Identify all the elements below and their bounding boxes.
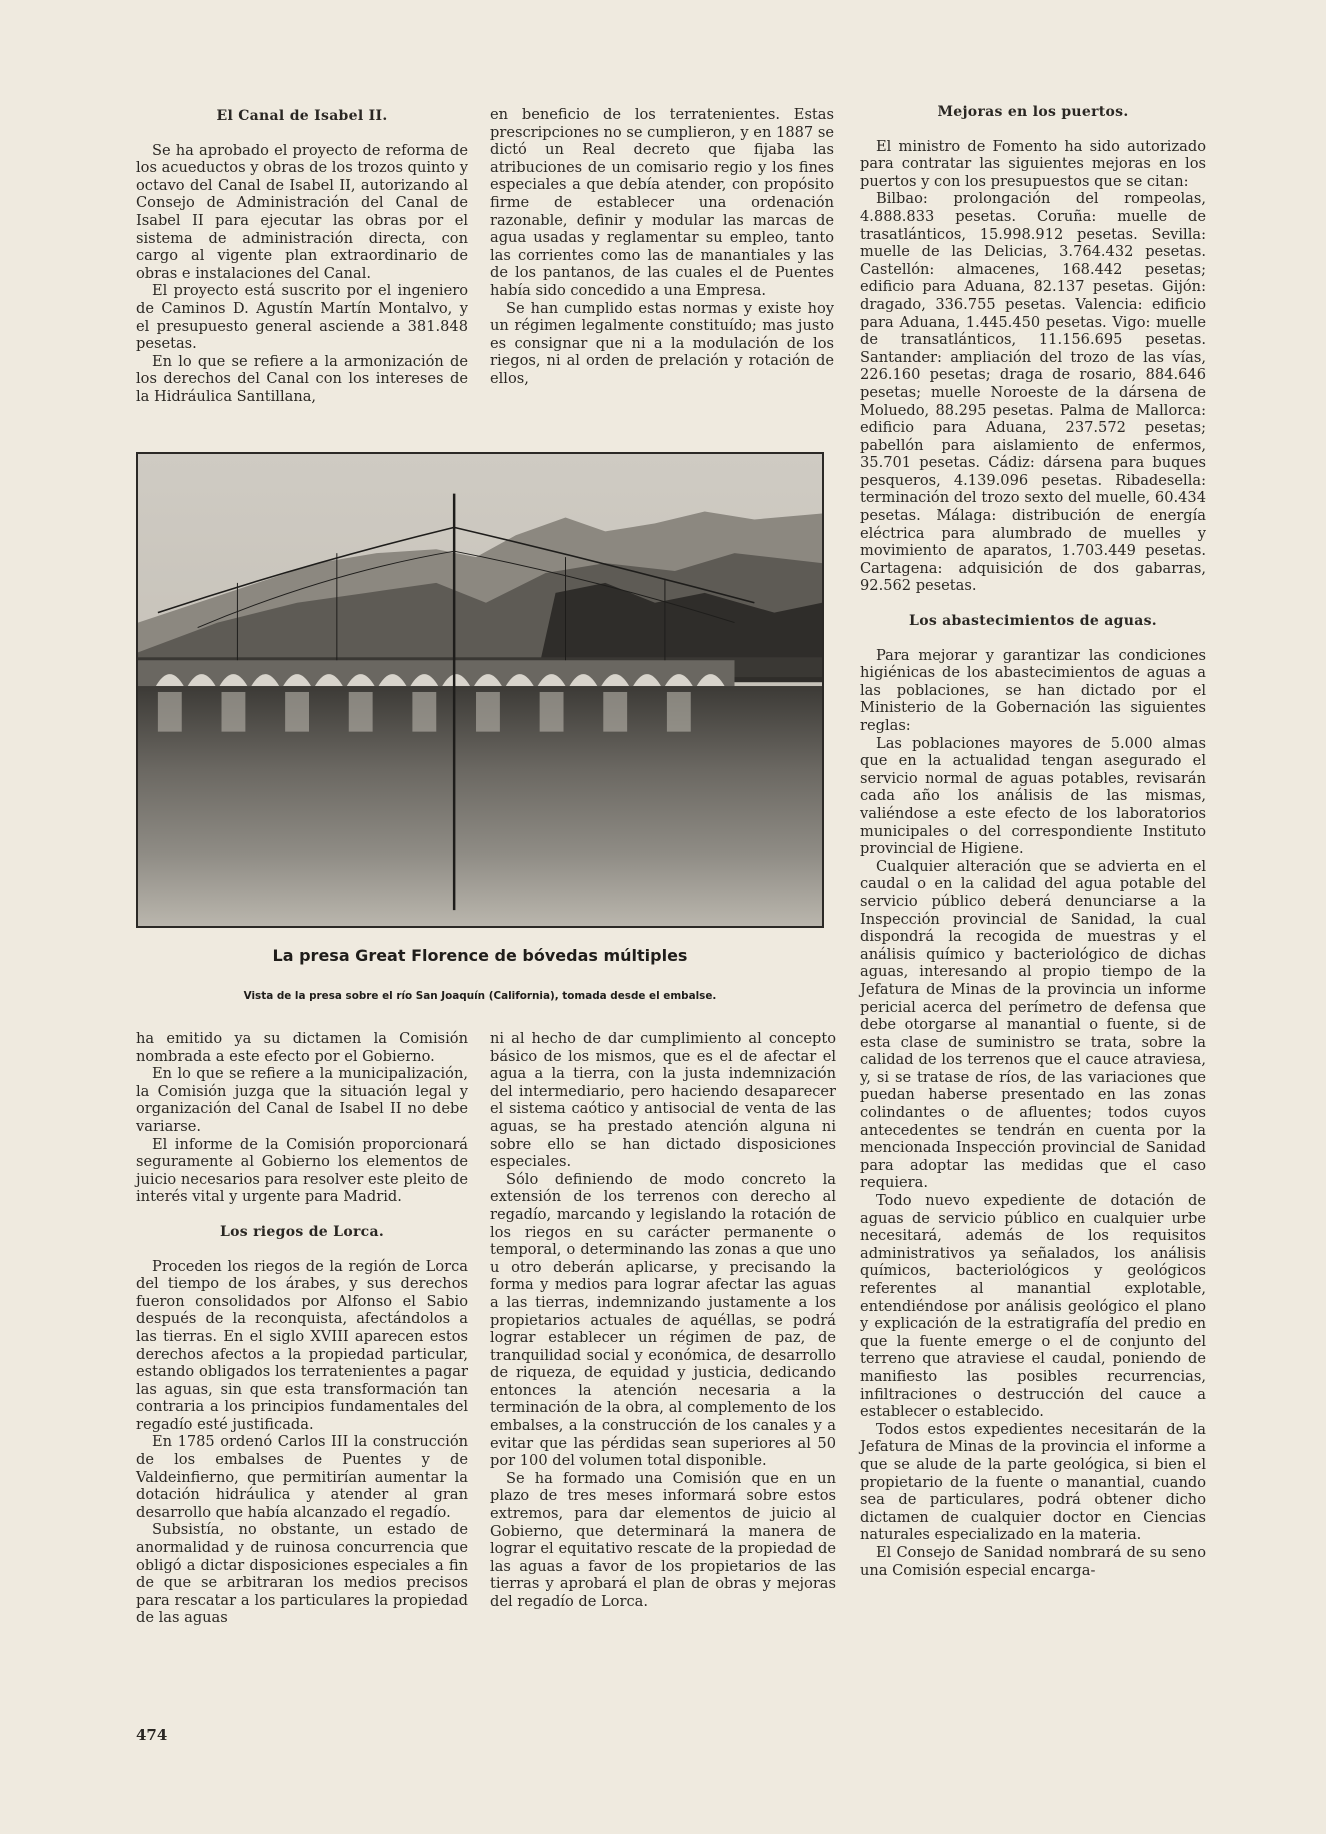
paragraph: en beneficio de los terratenientes. Estas prescripciones no se cumplieron, y en 1887 se dictó un Real decreto que fijaba las atribuciones de un comisario regio y los fines especiales a que debía atender, con propósito firme de establecer una ordenación razonable, definir y modular las marcas de agua usadas y reglamentar su empleo, tanto las corrientes como las de manantiales y las de los pantanos, de las cuales el de Puentes había sido concedido a una Empresa. xyxy=(490,106,834,299)
page-number: 474 xyxy=(136,1726,168,1744)
paragraph: Todos estos expedientes necesitarán de la Jefatura de Minas de la provincia el informe a que se alude de la parte geológica, si bien el propietario de la fuente o manantial, cuando sea de particulares, podrá obtener dicho dictamen de cualquier doctor en Ciencias naturales especializado en la materia. xyxy=(860,1420,1206,1544)
paragraph: En lo que se refiere a la municipalización, la Comisión juzga que la situación legal y organización del Canal de Isabel II no debe variarse. xyxy=(136,1065,468,1135)
paragraph: Se ha formado una Comisión que en un plazo de tres meses informará sobre estos extremos, para dar elementos de juicio al Gobierno, que determinará la manera de lograr el equitativo rescate de la propiedad de las aguas a favor de los propietarios de las tierras y aprobará el plan de obras y mejoras del regadío de Lorca. xyxy=(490,1469,836,1610)
paragraph: En lo que se refiere a la armonización de los derechos del Canal con los intereses de la Hidráulica Santillana, xyxy=(136,352,468,405)
column-canal-lorca xyxy=(136,1030,468,1627)
heading-canal-isabel: El Canal de Isabel II. xyxy=(216,108,388,124)
dam-illustration xyxy=(138,454,822,926)
paragraph: ha emitido ya su dictamen la Comisión nombrada a este efecto por el Gobierno. xyxy=(136,1030,468,1065)
column-puertos-aguas xyxy=(860,104,1206,1579)
paragraph: ni al hecho de dar cumplimiento al concepto básico de los mismos, que es el de afectar el agua a la tierra, con la justa indemnización del intermediario, pero haciendo desaparecer el sistema caótico y antisocial de venta de las aguas, se ha prestado atención alguna ni sobre ello se han dictado disposiciones especiales. xyxy=(490,1030,836,1171)
paragraph: Proceden los riegos de la región de Lorca del tiempo de los árabes, y sus derechos fueron consolidados por Alfonso el Sabio después de la reconquista, afectándolos a las tierras. En el siglo XVIII aparecen estos derechos afectos a la propiedad particular, estando obligados los terratenientes a pagar las aguas, sin que esta transformación tan contraria a los principios fundamentales del regadío esté justificada. xyxy=(136,1257,468,1433)
paragraph: Todo nuevo expediente de dotación de aguas de servicio público en cualquier urbe necesitará, además de los requisitos administrativos ya señalados, los análisis químicos, bacteriológicos y geológicos referentes al manantial explotable, entendiéndose por análisis geológico el plano y explicación de la estratigrafía del predio en que la fuente emerge o el de conjunto del terreno que atraviese el caudal, poniendo de manifiesto las posibles recurrencias, infiltraciones o destrucción del cauce a establecer o establecido. xyxy=(860,1192,1206,1421)
paragraph: En 1785 ordenó Carlos III la construcción de los embalses de Puentes y de Valdeinfierno, que permitirían aumentar la dotación hidráulica y atender al gran desarrollo que había alcanzado el regadío. xyxy=(136,1433,468,1521)
dam-photograph xyxy=(136,452,824,928)
heading-abastecimientos-aguas: Los abastecimientos de aguas. xyxy=(909,613,1157,630)
figure-title: La presa Great Florence de bóvedas múltiples xyxy=(272,946,688,965)
paragraph: Para mejorar y garantizar las condiciones higiénicas de los abastecimientos de aguas a las poblaciones, se han dictado por el Ministerio de la Gobernación las siguientes reglas: xyxy=(860,646,1206,734)
paragraph: El informe de la Comisión proporcionará seguramente al Gobierno los elementos de juicio necesarios para resolver este pleito de interés vital y urgente para Madrid. xyxy=(136,1135,468,1206)
column-lorca-continued xyxy=(490,106,834,388)
paragraph: Se ha aprobado el proyecto de reforma de los acueductos y obras de los trozos quinto y octavo del Canal de Isabel II, autorizando al Consejo de Administración del Canal de Isabel II para ejecutar las obras por el sistema de administración directa, con cargo al vigente plan extraordinario de obras e instalaciones del Canal. xyxy=(136,141,468,282)
heading-mejoras-puertos: Mejoras en los puertos. xyxy=(937,104,1129,120)
paragraph: Bilbao: prolongación del rompeolas, 4.888.833 pesetas. Coruña: muelle de trasatlánticos, 15.998.912 pesetas. Sevilla: muelle de las Delicias, 3.764.432 pesetas. Castellón: almacenes, 168.442 pesetas; edificio para Aduana, 82.137 pesetas. Gijón: dragado, 336.755 pesetas. Valencia: edificio para Aduana, 1.445.450 pesetas. Vigo: muelle de transatlánticos, 11.156.695 pesetas. Santander: ampliación del trozo de las vías, 226.160 pesetas; draga de rosario, 884.646 pesetas; muelle Noroeste de la dársena de Moluedo, 88.295 pesetas. Palma de Mallorca: edificio para Aduana, 237.572 pesetas; pabellón para aislamiento de enfermos, 35.701 pesetas. Cádiz: dársena para buques pesqueros, 4.139.096 pesetas. Ribadesella: terminación del trozo sexto del muelle, 60.434 pesetas. Málaga: distribución de energía eléctrica para alumbrado de muelles y movimiento de aparatos, 1.703.449 pesetas. Cartagena: adquisición de dos gabarras, 92.562 pesetas. xyxy=(860,190,1206,595)
paragraph: Sólo definiendo de modo concreto la extensión de los terrenos con derecho al regadío, marcando y legislando la rotación de los riegos en su carácter permanente o temporal, o determinando las zonas a que uno u otro deberán aplicarse, y precisando la forma y medios para lograr afectar las aguas a las tierras, indemnizando justamente a los propietarios actuales de aquéllas, se podrá lograr establecer un régimen de paz, de tranquilidad social y económica, de desarrollo de riqueza, de equidad y justicia, dedicando entonces la atención necesaria a la terminación de la obra, al complemento de los embalses, a la construcción de los canales y a evitar que las pérdidas sean superiores al 50 por 100 del volumen total disponible. xyxy=(490,1170,836,1470)
paragraph: Las poblaciones mayores de 5.000 almas que en la actualidad tengan asegurado el servicio normal de aguas potables, revisarán cada año los análisis de las mismas, valiéndose a este efecto de los laboratorios municipales o del correspondiente Instituto provincial de Higiene. xyxy=(860,734,1206,858)
paragraph: Cualquier alteración que se advierta en el caudal o en la calidad del agua potable del servicio público deberá denunciarse a la Inspección provincial de Sanidad, la cual dispondrá la recogida de muestras y el análisis químico y bacteriológico de dichas aguas, interesando al propio tiempo de la Jefatura de Minas de la provincia un informe pericial acerca del perímetro de defensa que debe otorgarse al manantial o fuente, si de esta clase de suministro se trata, sobre la calidad de los terrenos que el cauce atraviesa, y, si se tratase de ríos, de las variaciones que puedan haberse presentado en las zonas colindantes o de afluentes; todos cuyos antecedentes se tendrán en cuenta por la mencionada Inspección provincial de Sanidad para adoptar las medidas que el caso requiera. xyxy=(860,857,1206,1192)
paragraph: El Consejo de Sanidad nombrará de su seno una Comisión especial encarga- xyxy=(860,1543,1206,1579)
column-canal-isabel xyxy=(136,108,468,406)
heading-riegos-lorca: Los riegos de Lorca. xyxy=(219,1223,385,1240)
paragraph: Subsistía, no obstante, un estado de anormalidad y de ruinosa concurrencia que obligó a dictar disposiciones especiales a fin de que se arbitraran los medios precisos para rescatar a los particulares la propiedad de las aguas xyxy=(136,1521,468,1627)
figure-subtitle: Vista de la presa sobre el río San Joaquín (California), tomada desde el embalse. xyxy=(243,990,717,1002)
paragraph: El proyecto está suscrito por el ingeniero de Caminos D. Agustín Martín Montalvo, y el presupuesto general asciende a 381.848 pesetas. xyxy=(136,282,468,353)
paragraph: Se han cumplido estas normas y existe hoy un régimen legalmente constituído; mas justo es consignar que ni a la modulación de los riegos, ni al orden de prelación y rotación de ellos, xyxy=(490,299,834,387)
column-lorca-end xyxy=(490,1030,836,1611)
paragraph: El ministro de Fomento ha sido autorizado para contratar las siguientes mejoras en los puertos y con los presupuestos que se citan: xyxy=(860,137,1206,190)
